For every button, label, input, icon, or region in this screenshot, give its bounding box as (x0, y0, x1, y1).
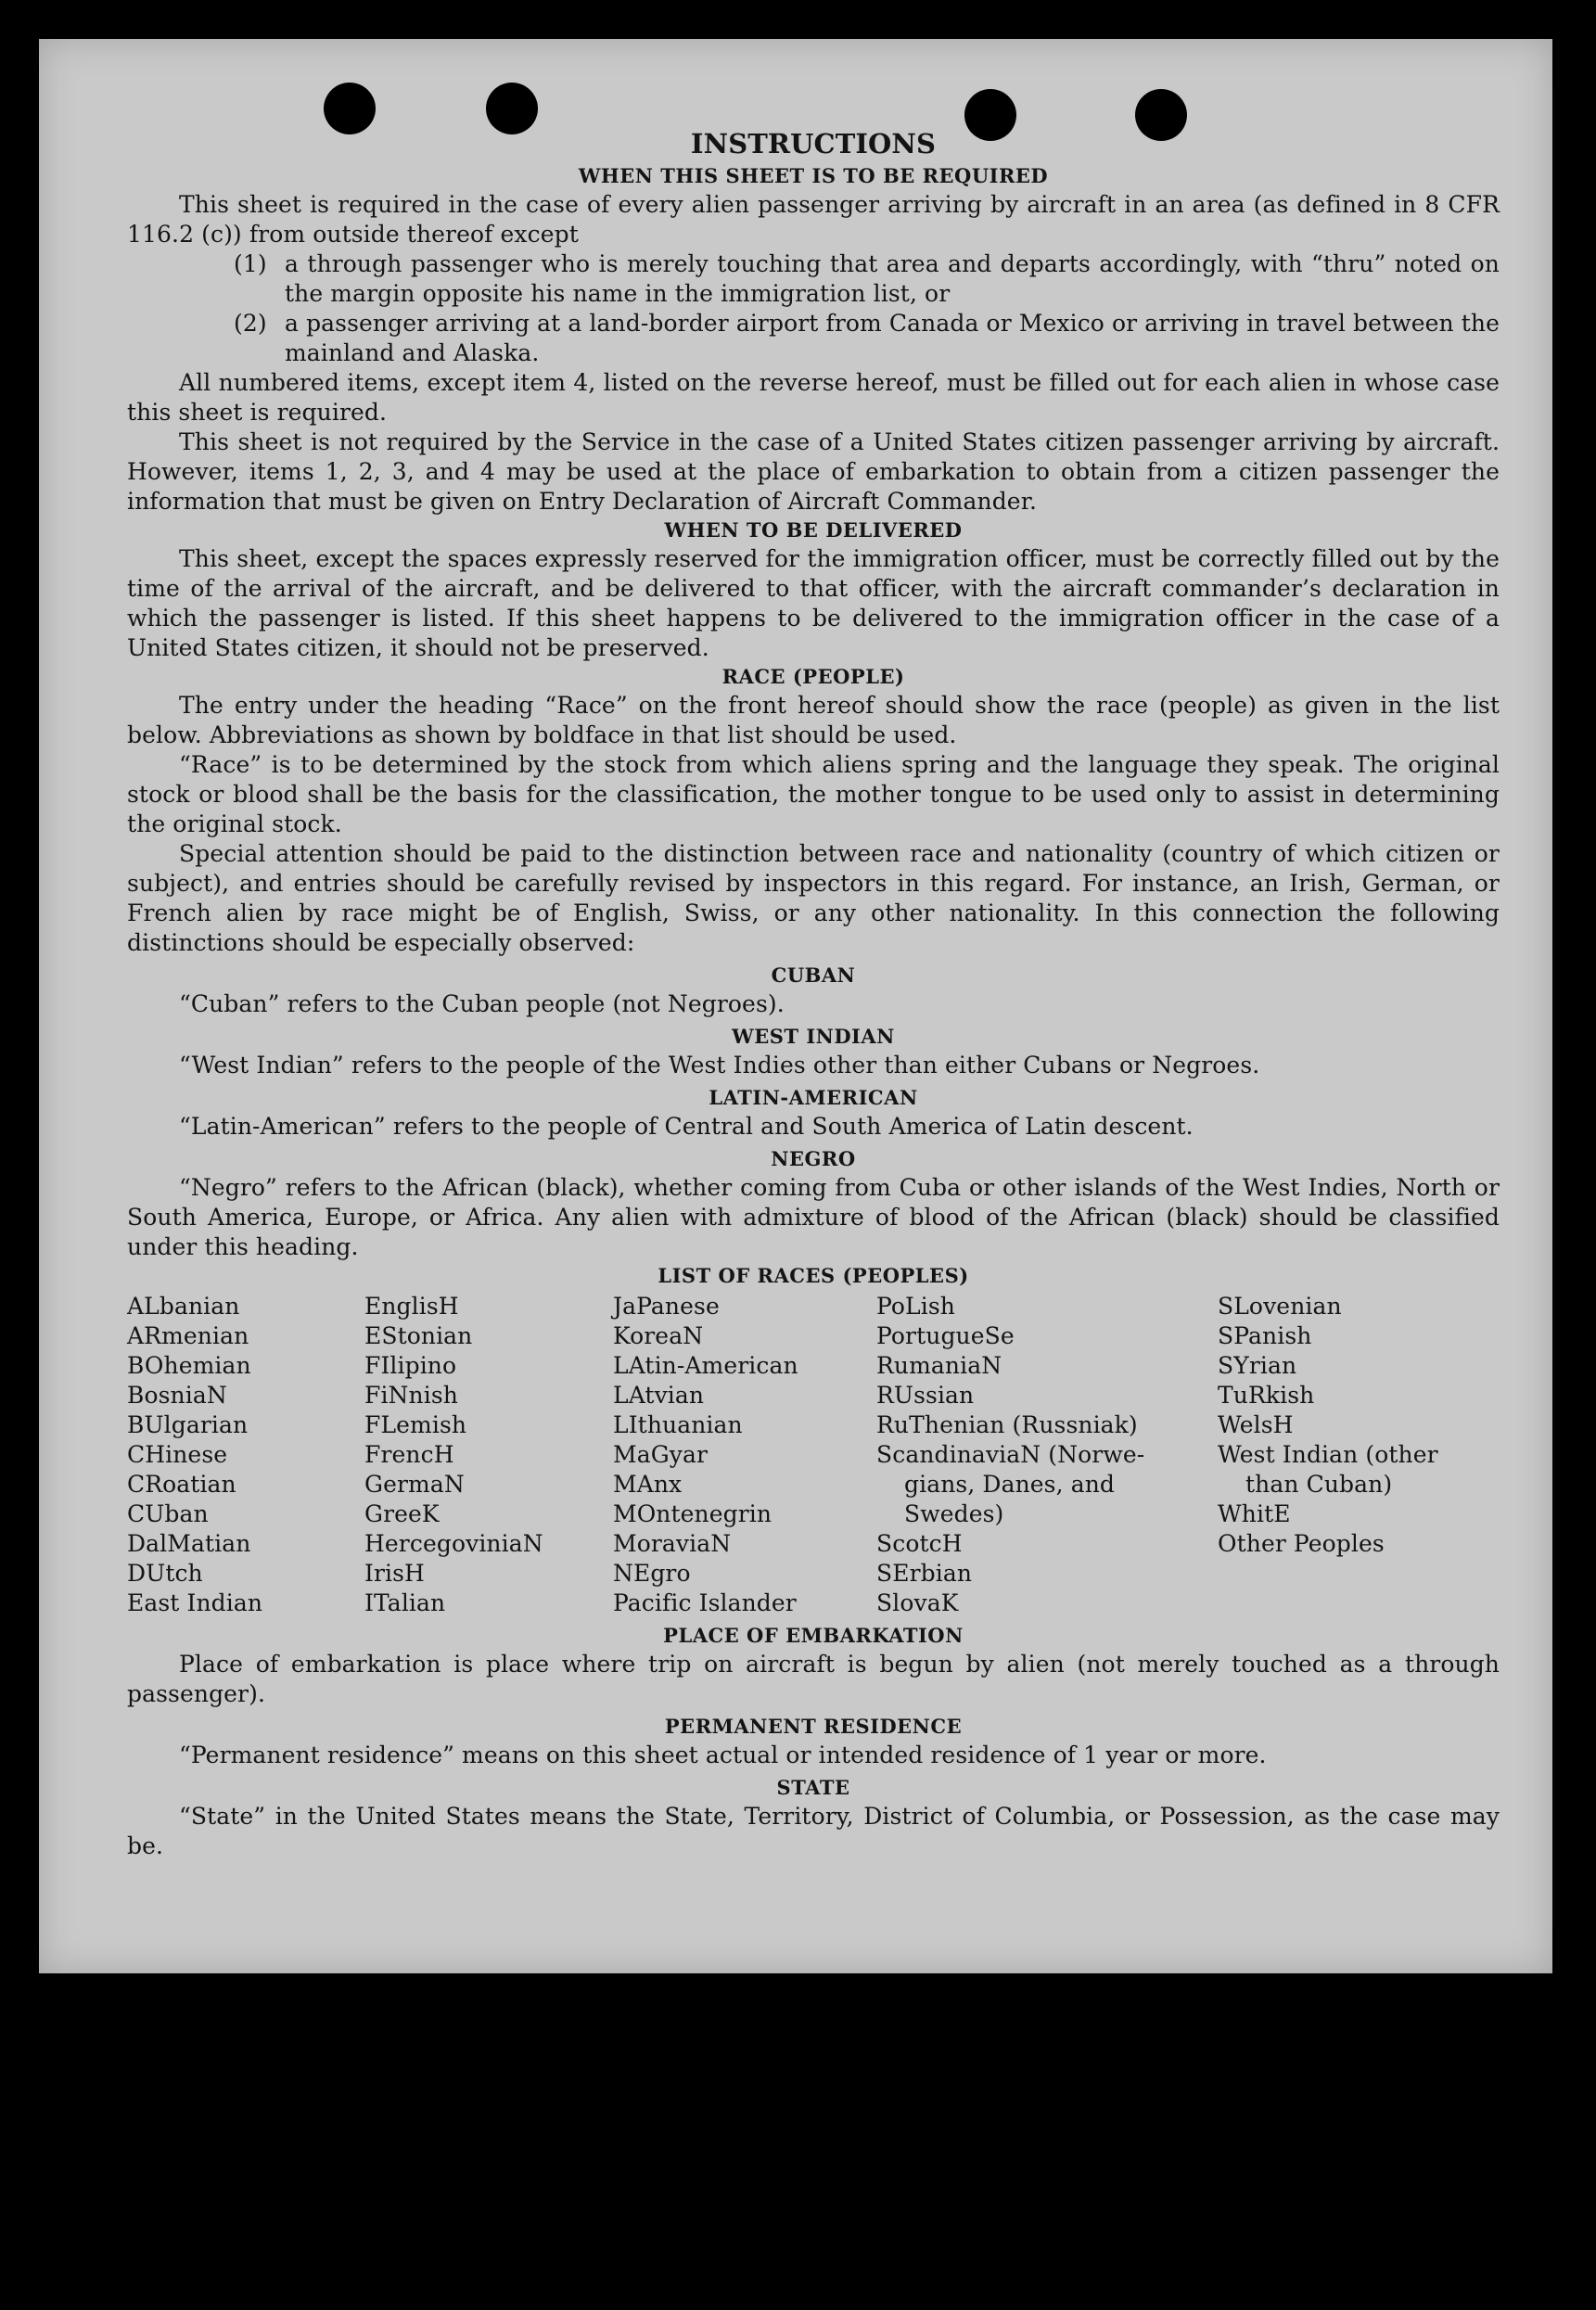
paragraph: “Negro” refers to the African (black), whether coming from Cuba or other islands of the West Indies, North or South America, Europe, or Africa. Any alien with admixture of blood of the African (black) should be classified under this heading. (127, 1174, 1500, 1260)
instructions-content (127, 127, 1500, 1861)
race-item: SYrian (1218, 1352, 1297, 1379)
races-column (364, 1292, 613, 1618)
paragraph: “State” in the United States means the State, Territory, District of Columbia, or Possession, as the case may be. (127, 1803, 1500, 1859)
race-item: SLovenian (1218, 1293, 1342, 1320)
section-heading: PERMANENT RESIDENCE (664, 1715, 963, 1738)
race-item: RumaniaN (876, 1352, 1002, 1379)
race-item: FIlipino (364, 1352, 457, 1379)
race-item: CRoatian (127, 1471, 236, 1498)
race-item: ARmenian (127, 1322, 249, 1349)
list-item (127, 309, 1500, 368)
race-item: WelsH (1218, 1411, 1294, 1438)
races-column (1218, 1292, 1496, 1618)
paragraph: “Permanent residence” means on this sheet actual or intended residence of 1 year or more. (179, 1742, 1267, 1768)
race-item: BOhemian (127, 1352, 251, 1379)
race-item: East Indian (127, 1589, 263, 1616)
race-item: PortugueSe (876, 1322, 1015, 1349)
race-item: MAnx (613, 1471, 683, 1498)
race-item: GermaN (364, 1471, 465, 1498)
race-item: RUssian (876, 1382, 975, 1409)
paragraph: “Cuban” refers to the Cuban people (not Negroes). (179, 990, 785, 1017)
list-item (127, 249, 1500, 309)
paragraph: Special attention should be paid to the distinction between race and nationality (country of which citizen or subject), and entries should be carefully revised by inspectors in this regard. For instance, an Irish, German, or French alien by race might be of English, Swiss, or any other nationality. In this connection the following distinctions should be especially observed: (127, 840, 1500, 956)
race-item: SlovaK (876, 1589, 959, 1616)
races-column (613, 1292, 876, 1618)
race-item: RuThenian (Russniak) (876, 1411, 1138, 1438)
list-text: a through passenger who is merely touching that area and departs accordingly, with “thru” noted on the margin opposite his name in the immigration list, or (285, 250, 1500, 307)
paragraph: The entry under the heading “Race” on the front hereof should show the race (people) as given in the list below. Abbreviations as shown by boldface in that list should be used. (127, 692, 1500, 748)
race-item: GreeK (364, 1500, 440, 1527)
race-item: FrencH (364, 1441, 454, 1468)
paragraph: “Race” is to be determined by the stock from which aliens spring and the language they speak. The original stock or blood shall be the basis for the classification, the mother tongue to be used only to assist in determining the original stock. (127, 751, 1500, 837)
race-item: EStonian (364, 1322, 473, 1349)
race-item: PoLish (876, 1293, 955, 1320)
paragraph: All numbered items, except item 4, listed on the reverse hereof, must be filled out for each alien in whose case this sheet is required. (127, 369, 1500, 426)
paragraph: “Latin-American” refers to the people of Central and South America of Latin descent. (179, 1113, 1194, 1140)
race-item: IrisH (364, 1560, 425, 1587)
race-item: SPanish (1218, 1322, 1312, 1349)
section-heading: PLACE OF EMBARKATION (663, 1624, 964, 1647)
race-item: CHinese (127, 1441, 228, 1468)
race-item: BosniaN (127, 1382, 227, 1409)
race-item: SErbian (876, 1560, 973, 1587)
race-item: BUlgarian (127, 1411, 249, 1438)
races-list-heading: LIST OF RACES (PEOPLES) (658, 1264, 969, 1287)
race-item: Other Peoples (1218, 1530, 1385, 1557)
race-item: MOntenegrin (613, 1500, 772, 1527)
race-item: TuRkish (1218, 1382, 1315, 1409)
race-item: West Indian (other (1218, 1441, 1438, 1468)
section-heading: WHEN THIS SHEET IS TO BE REQUIRED (578, 164, 1049, 187)
section-heading: NEGRO (771, 1147, 856, 1170)
document-sheet (39, 39, 1552, 1973)
list-text: a passenger arriving at a land-border airport from Canada or Mexico or arriving in travel between the mainland and Alaska. (285, 310, 1500, 366)
list-number: (2) (234, 310, 267, 337)
race-item: LIthuanian (613, 1411, 743, 1438)
race-item: CUban (127, 1500, 209, 1527)
paragraph: “West Indian” refers to the people of the West Indies other than either Cubans or Negroes. (179, 1052, 1260, 1078)
paragraph: This sheet, except the spaces expressly reserved for the immigration officer, must be correctly filled out by the time of the arrival of the aircraft, and be delivered to that officer, with the aircraft commander’s declaration in which the passenger is listed. If this sheet happens to be delivered to the immigration officer in the case of a United States citizen, it should not be preserved. (127, 545, 1500, 661)
race-item: ALbanian (127, 1293, 240, 1320)
race-item: DUtch (127, 1560, 203, 1587)
race-item: ScandinaviaN (Norwe- (876, 1441, 1145, 1468)
race-item: MoraviaN (613, 1530, 732, 1557)
race-item: KoreaN (613, 1322, 704, 1349)
race-item: NEgro (613, 1560, 691, 1587)
page-title: INSTRUCTIONS (690, 128, 937, 160)
section-heading: WEST INDIAN (732, 1025, 895, 1048)
races-column (127, 1292, 364, 1618)
race-item: Pacific Islander (613, 1589, 797, 1616)
paragraph: This sheet is required in the case of every alien passenger arriving by aircraft in an area (as defined in 8 CFR 116.2 (c)) from outside thereof except (127, 191, 1500, 248)
race-item: ScotcH (876, 1530, 963, 1557)
races-column (876, 1292, 1218, 1618)
race-item: LAtin-American (613, 1352, 798, 1379)
paragraph: This sheet is not required by the Service in the case of a United States citizen passenger arriving by aircraft. However, items 1, 2, 3, and 4 may be used at the place of embarkation to obtain from a citizen passenger the information that must be given on Entry Declaration of Aircraft Commander. (127, 428, 1500, 515)
race-item: ITalian (364, 1589, 446, 1616)
list-number: (1) (234, 250, 267, 277)
section-heading: STATE (776, 1776, 850, 1799)
race-item: MaGyar (613, 1441, 709, 1468)
race-item: than Cuban) (1245, 1471, 1393, 1498)
section-heading: CUBAN (771, 964, 856, 987)
section-heading: WHEN TO BE DELIVERED (664, 518, 963, 542)
section-heading: LATIN-AMERICAN (709, 1086, 918, 1109)
race-item: JaPanese (613, 1293, 720, 1320)
races-list (127, 1292, 1500, 1618)
race-item: Swedes) (904, 1500, 1004, 1527)
race-item: WhitE (1218, 1500, 1291, 1527)
paragraph: Place of embarkation is place where trip on aircraft is begun by alien (not merely touched as a through passenger). (127, 1651, 1500, 1707)
race-item: HercegoviniaN (364, 1530, 543, 1557)
race-item: LAtvian (613, 1382, 705, 1409)
race-item: EnglisH (364, 1293, 459, 1320)
race-item: DalMatian (127, 1530, 251, 1557)
race-item: FLemish (364, 1411, 467, 1438)
section-heading: RACE (PEOPLE) (721, 665, 905, 688)
race-item: FiNnish (364, 1382, 458, 1409)
race-item: gians, Danes, and (904, 1471, 1116, 1498)
